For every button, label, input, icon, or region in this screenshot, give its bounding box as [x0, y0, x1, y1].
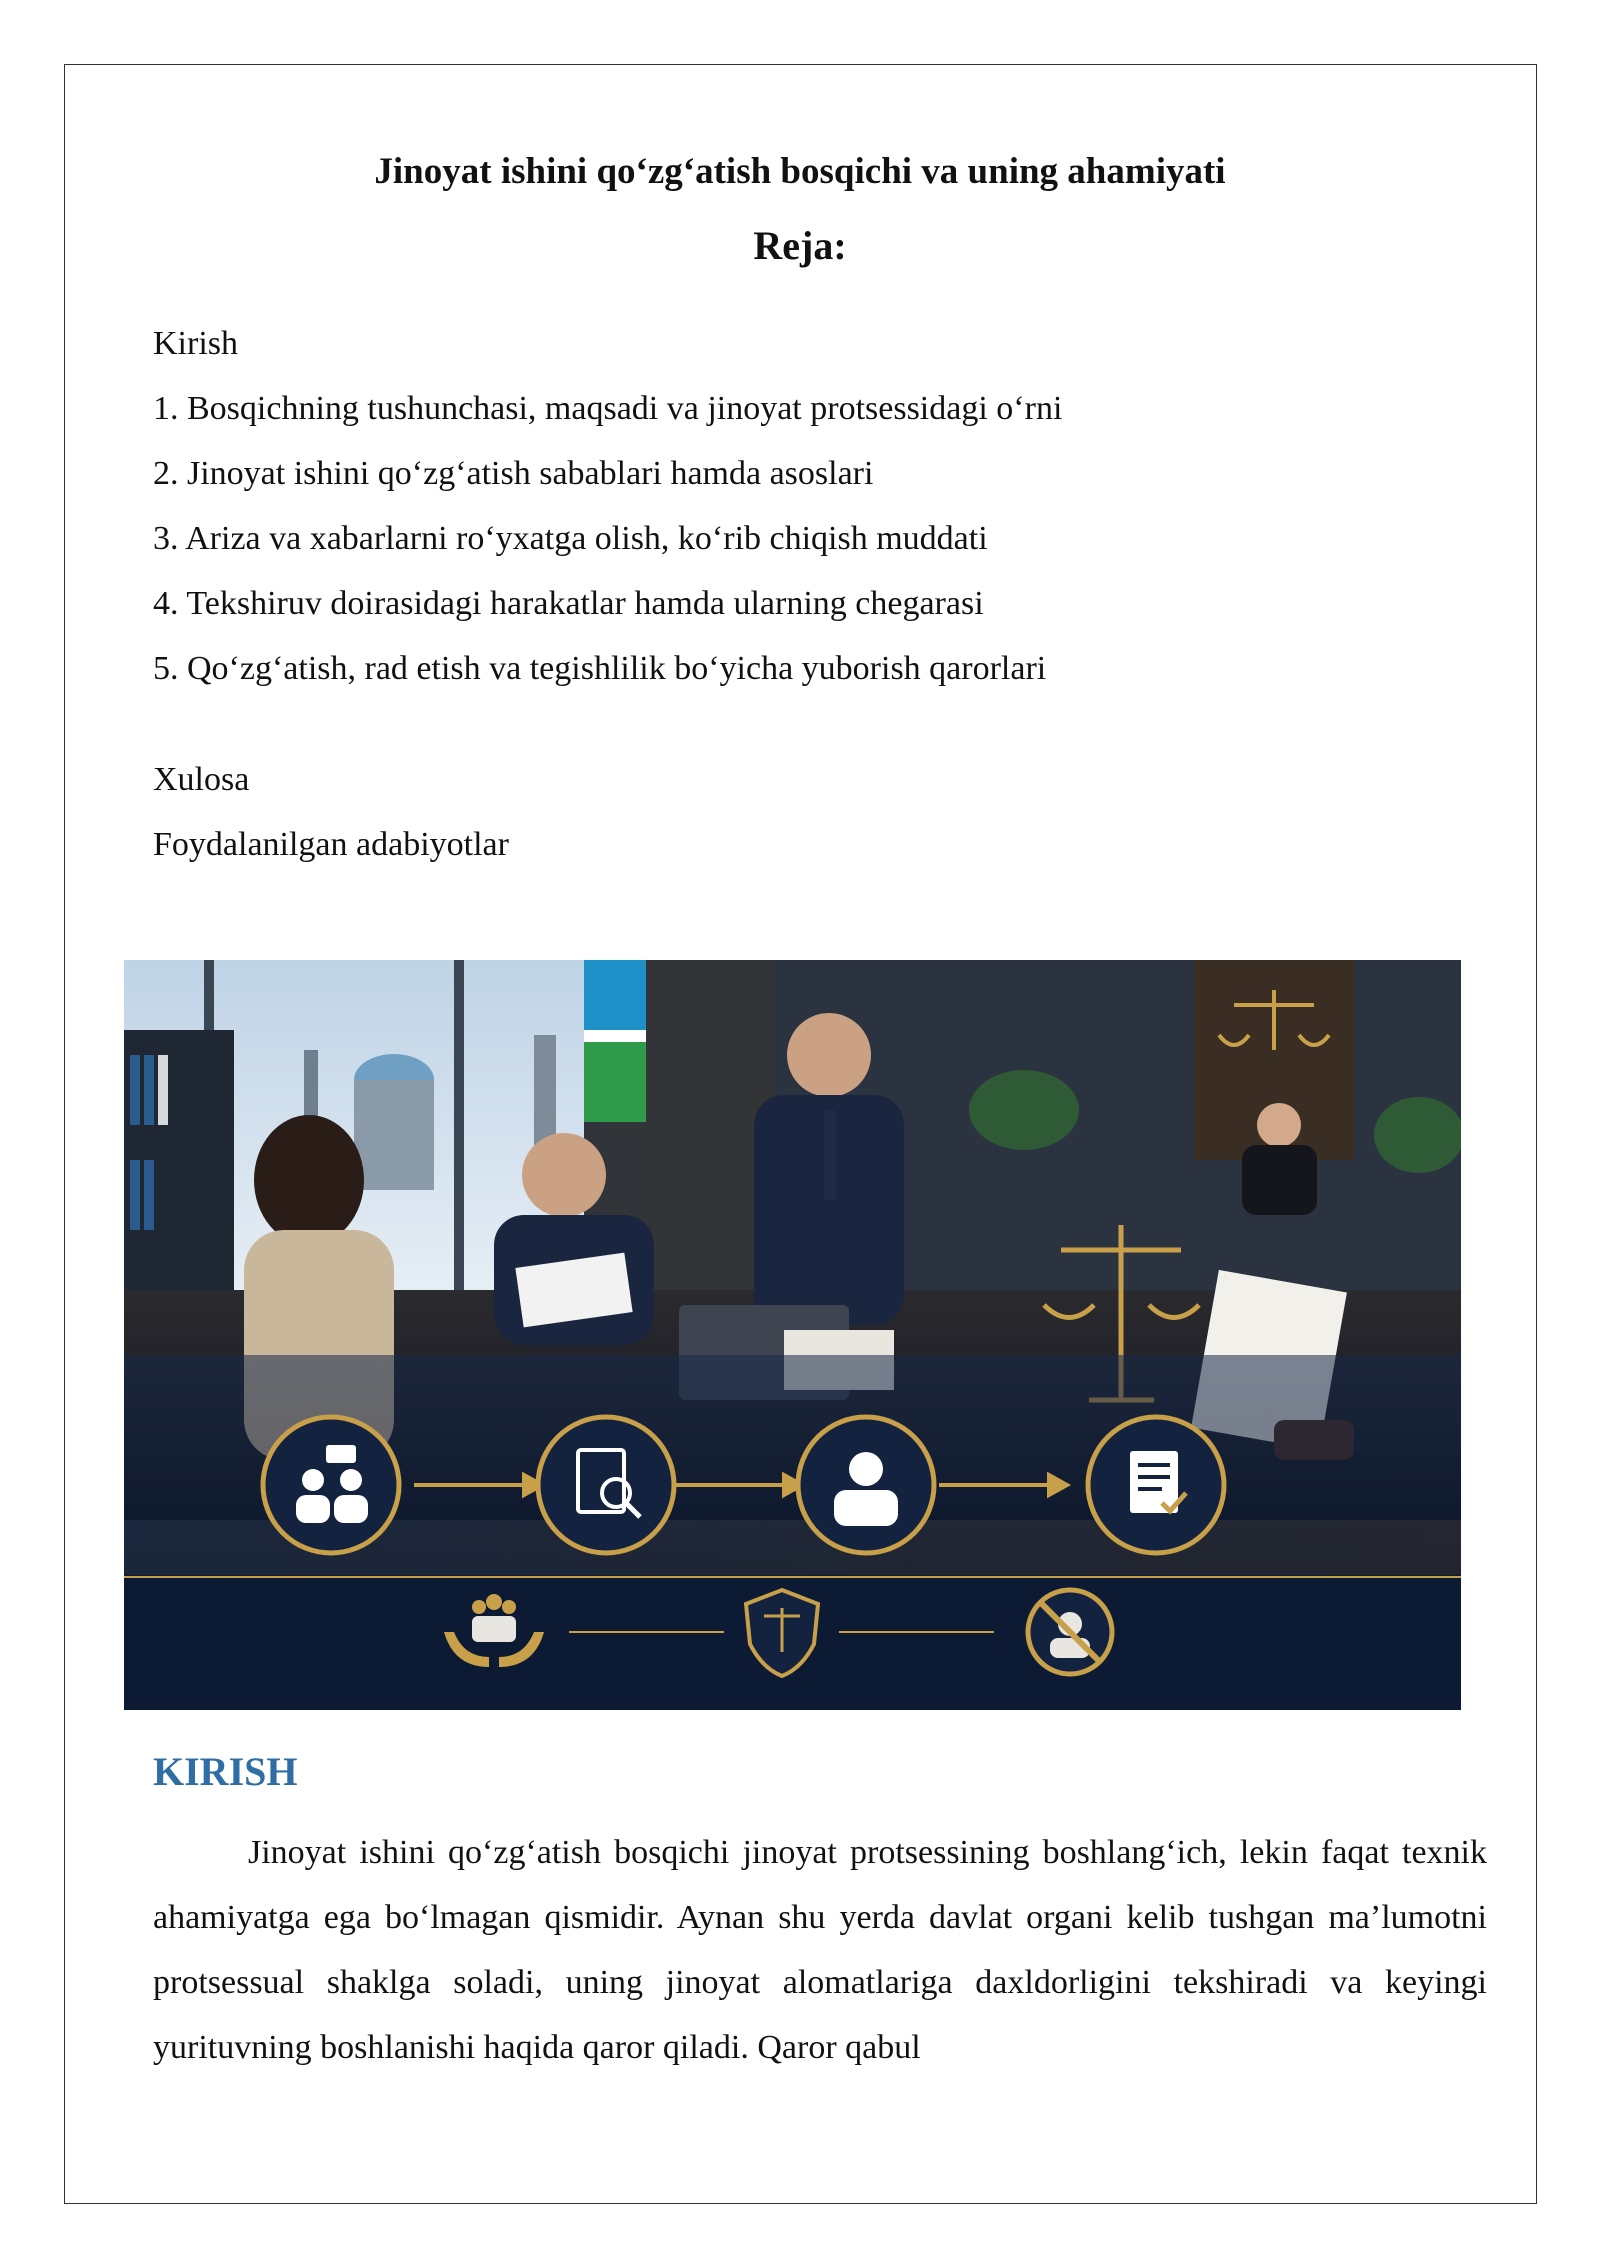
- process-icon-document-search: [538, 1417, 674, 1553]
- toc-item: Kirish: [153, 325, 238, 362]
- bottom-icon-no-person: [1028, 1590, 1112, 1674]
- process-icon-officer: [798, 1417, 934, 1553]
- illustration-figure: [124, 960, 1461, 1710]
- toc-item: 3. Ariza va xabarlarni ro‘yxatga olish, ko‘rib chiqish muddati: [153, 520, 988, 557]
- toc-item: Xulosa: [153, 761, 250, 798]
- toc-item: Foydalanilgan adabiyotlar: [153, 826, 509, 863]
- toc-item: 2. Jinoyat ishini qo‘zg‘atish sabablari hamda asoslari: [153, 455, 874, 492]
- process-icon-people: [263, 1417, 399, 1553]
- process-icon-checklist: [1088, 1417, 1224, 1553]
- intro-paragraph: Jinoyat ishini qo‘zg‘atish bosqichi jinoyat protsessining boshlang‘ich, lekin faqat texnik ahamiyatga ega bo‘lmagan qismidir. Aynan shu yerda davlat organi kelib tushgan ma’lumotni protsessual shaklga soladi, uning jinoyat alomatlariga daxldorligini tekshiradi va keyingi yurituvning boshlanishi haqida qaror qiladi. Qaror qabul: [153, 1834, 1487, 2066]
- toc-item: 5. Qo‘zg‘atish, rad etish va tegishlilik bo‘yicha yuborish qarorlari: [153, 650, 1047, 687]
- toc-item: 4. Tekshiruv doirasidagi harakatlar hamda ularning chegarasi: [153, 585, 984, 622]
- toc-item: 1. Bosqichning tushunchasi, maqsadi va jinoyat protsessidagi o‘rni: [153, 390, 1063, 427]
- section-heading: KIRISH: [153, 1749, 298, 1794]
- document-title: Jinoyat ishini qo‘zg‘atish bosqichi va uning ahamiyati: [374, 151, 1226, 192]
- plan-heading: Reja:: [753, 223, 847, 268]
